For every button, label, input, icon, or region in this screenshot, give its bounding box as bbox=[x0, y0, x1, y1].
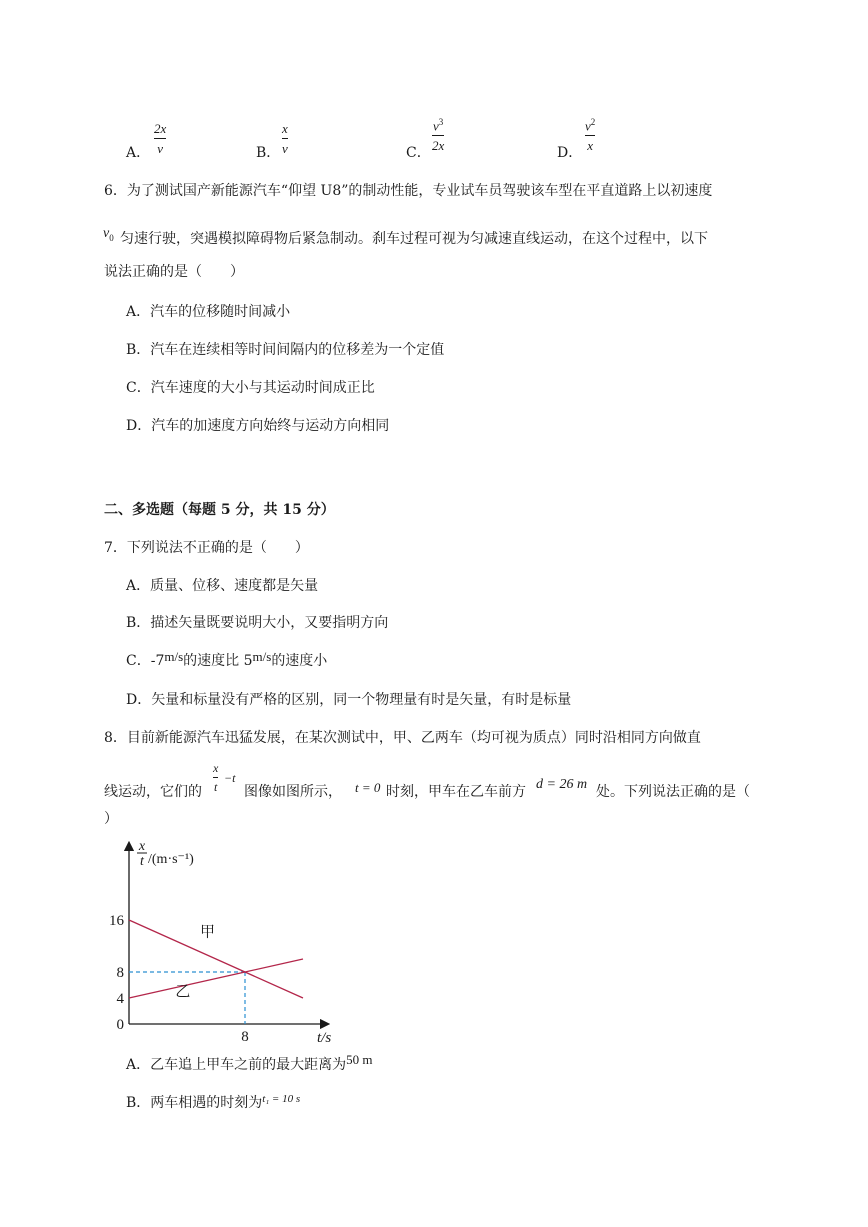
q8-option-a: A．乙车追上甲车之前的最大距离为50 m bbox=[126, 1052, 373, 1073]
y-axis-label-unit: /(m·s⁻¹) bbox=[148, 852, 194, 867]
x-tick-label-8: 8 bbox=[241, 1029, 249, 1045]
q5-option-b-fraction bbox=[282, 122, 288, 155]
q5-option-d-fraction bbox=[585, 118, 595, 152]
series-label-0: 甲 bbox=[200, 922, 216, 941]
series-line-1 bbox=[129, 959, 303, 1001]
y-tick-label-0: 0 bbox=[116, 1017, 124, 1033]
series-label-1: 乙 bbox=[175, 982, 191, 1001]
q8-option-b: B．两车相遇的时刻为$^{t_1 = 10 s}$ bbox=[126, 1093, 301, 1111]
fraction-bar bbox=[432, 135, 444, 136]
q8-stem-line1: 8．目前新能源汽车迅猛发展，在某次测试中，甲、乙两车（均可视为质点）同时沿相同方向做直 bbox=[104, 730, 701, 746]
q8-stem-line2-mid2: 时刻，甲车在乙车前方 bbox=[386, 784, 526, 800]
q7-option-c: C．-7m/s的速度比 5m/s的速度小 bbox=[126, 649, 328, 669]
q5-option-b-numerator: x bbox=[282, 121, 288, 136]
q5-option-c-fraction bbox=[432, 118, 444, 152]
q8-stem-line2-pre: 线运动，它们的 bbox=[104, 784, 202, 800]
x-axis-label: t/s bbox=[317, 1030, 332, 1046]
y-tick-label-4: 4 bbox=[116, 991, 124, 1007]
q8-t0-expr: t = 0 bbox=[355, 780, 381, 795]
y-axis-label-numerator: x bbox=[138, 840, 146, 854]
q8-d-expr: d = 26 m bbox=[536, 777, 588, 792]
q5-option-b-denominator: v bbox=[282, 141, 288, 156]
q5-option-a-label: A． bbox=[126, 145, 151, 161]
xt-t-graph bbox=[100, 840, 350, 1050]
series-line-0 bbox=[129, 920, 303, 1001]
q5-option-d-denominator: x bbox=[587, 138, 594, 154]
q5-option-d-label: D． bbox=[557, 145, 583, 161]
q5-option-a-fraction bbox=[154, 122, 166, 155]
q6-stem-line1: 6．为了测试国产新能源汽车“仰望 U8”的制动性能，专业试车员驾驶该车型在平直道路上以初速度 bbox=[104, 183, 713, 199]
q5-option-a-denominator: v bbox=[157, 141, 164, 156]
q8-stem-line3: ） bbox=[104, 811, 118, 827]
q7-option-b: B．描述矢量既要说明大小，又要指明方向 bbox=[126, 615, 389, 631]
fraction-bar bbox=[213, 777, 218, 778]
y-tick-label-8: 8 bbox=[116, 965, 124, 981]
section2-heading: 二、多选题（每题 5 分，共 15 分） bbox=[104, 502, 335, 518]
q5-option-c-numerator: $v^3$ bbox=[433, 117, 444, 134]
q6-option-a: A．汽车的位移随时间减小 bbox=[126, 304, 291, 320]
q6-option-b: B．汽车在连续相等时间间隔内的位移差为一个定值 bbox=[126, 342, 445, 358]
q7-option-d: D．矢量和标量没有严格的区别，同一个物理量有时是矢量，有时是标量 bbox=[126, 692, 572, 708]
fraction-bar bbox=[585, 135, 595, 136]
q6-option-c: C．汽车速度的大小与其运动时间成正比 bbox=[126, 380, 375, 396]
q8-xt-fraction: x t bbox=[213, 761, 219, 794]
q5-option-c-label: C． bbox=[406, 145, 431, 161]
q7-option-a: A．质量、位移、速度都是矢量 bbox=[126, 578, 319, 594]
y-axis-label-denominator: t bbox=[140, 854, 144, 869]
q5-option-a-numerator: 2x bbox=[154, 121, 167, 136]
q8-frac-tail: −t bbox=[224, 771, 236, 785]
q6-stem-line3: 说法正确的是（ ） bbox=[104, 264, 244, 280]
q6-v0-symbol: $v_0$ bbox=[103, 226, 114, 243]
q6-stem-line2: 匀速行驶，突遇模拟障碍物后紧急制动。刹车过程可视为匀减速直线运动，在这个过程中，以下 bbox=[120, 231, 708, 247]
q5-option-d-numerator: $v^2$ bbox=[585, 117, 596, 134]
q5-option-b-label: B． bbox=[256, 145, 281, 161]
y-tick-label-16: 16 bbox=[109, 913, 124, 929]
q5-option-c-denominator: 2x bbox=[432, 138, 445, 154]
q8-stem-line2-post: 处。下列说法正确的是（ bbox=[596, 784, 750, 800]
q8-stem-line2-mid: 图像如图所示， bbox=[244, 784, 342, 800]
fraction-bar bbox=[154, 138, 166, 139]
q7-stem: 7．下列说法不正确的是（ ） bbox=[104, 540, 309, 556]
fraction-bar bbox=[282, 138, 288, 139]
q6-option-d: D．汽车的加速度方向始终与运动方向相同 bbox=[126, 418, 390, 434]
